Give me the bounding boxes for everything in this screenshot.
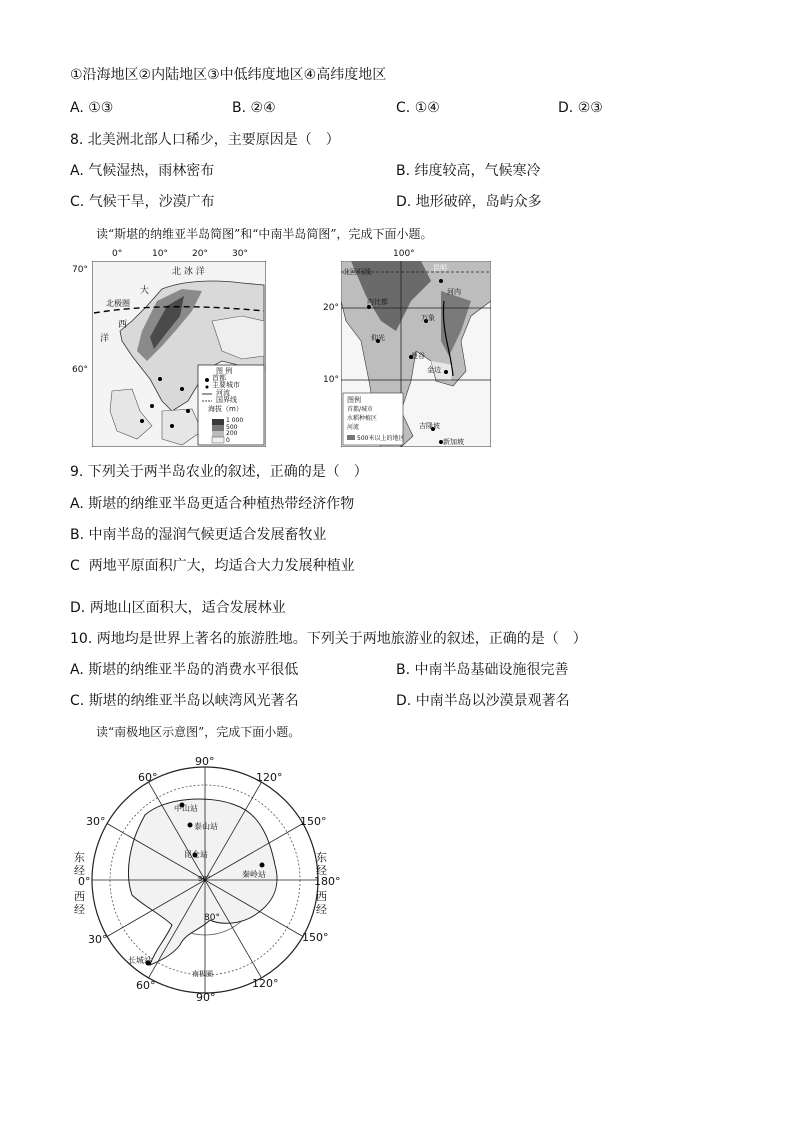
label-60-bottom: 60°	[136, 979, 156, 992]
lat-label-60: 60°	[72, 365, 88, 375]
station-qinling: 秦岭站	[242, 870, 266, 879]
q7-option-d: D. ②③	[558, 100, 603, 116]
q10-option-c: C. 斯堪的纳维亚半岛以峡湾风光著名	[70, 693, 299, 709]
east-char-2: 经	[74, 864, 85, 877]
q9-stem: 9. 下列关于两半岛农业的叙述，正确的是（ ）	[70, 464, 368, 480]
legend-river: 河流	[216, 389, 230, 397]
legend-border: 国界线	[216, 396, 237, 404]
lat-label-70: 70°	[72, 265, 88, 275]
right-west-char-2: 经	[316, 903, 327, 916]
city-naypyidaw: 内比都	[367, 298, 388, 306]
q8-option-a: A. 气候湿热，雨林密布	[70, 163, 215, 179]
legend-city: 主要城市	[212, 381, 240, 389]
instruction-maps: 读“斯堪的纳维亚半岛简图”和“中南半岛简图”，完成下面小题。	[96, 227, 433, 241]
city-vientiane: 万象	[421, 314, 435, 322]
right-east-char-1: 东	[316, 851, 327, 864]
label-30-bottom: 30°	[88, 933, 108, 946]
lon-label-100: 100°	[393, 249, 415, 259]
q7-items: ①沿海地区②内陆地区③中低纬度地区④高纬度地区	[70, 67, 387, 83]
legend-capital: 首都	[212, 374, 226, 382]
lat-label-20: 20°	[323, 303, 339, 313]
q10-option-b: B. 中南半岛基础设施很完善	[396, 662, 569, 678]
city-kualalumpur: 吉隆坡	[419, 422, 440, 430]
q9-option-b: B. 中南半岛的湿润气候更适合发展畜牧业	[70, 527, 327, 543]
legend-elev-title: 海拔（m）	[208, 405, 243, 413]
ocean-char-2: 西	[118, 320, 128, 330]
ocean-char-3: 洋	[100, 334, 110, 344]
city-bangkok: 曼谷	[411, 352, 425, 360]
indochina-map	[323, 249, 491, 447]
q9-option-c: C 两地平原面积广大，均适合大力发展种植业	[70, 558, 355, 574]
label-0: 0°	[78, 875, 91, 888]
legend-title: 图例	[347, 396, 361, 404]
station-zhongshan: 中山站	[174, 804, 198, 813]
ocean-char-1: 大	[140, 286, 150, 296]
q10-stem: 10. 两地均是世界上著名的旅游胜地。下列关于两地旅游业的叙述，正确的是（ ）	[70, 631, 587, 647]
q8-option-b: B. 纬度较高，气候寒冷	[396, 163, 541, 179]
label-120-top: 120°	[256, 771, 283, 784]
q7-option-c: C. ①④	[396, 100, 440, 116]
q8-option-c: C. 气候干旱，沙漠广布	[70, 194, 215, 210]
city-hanoi: 河内	[447, 288, 461, 296]
q8-stem: 8. 北美洲北部人口稀少，主要原因是（ ）	[70, 132, 340, 148]
legend-river: 河流	[347, 424, 360, 431]
legend-highland: 500米以上的地区	[357, 435, 405, 442]
label-90-bottom: 90°	[196, 991, 216, 1004]
city-phnompenh: 金边	[427, 366, 441, 374]
arctic-circle-label: 北极圈	[106, 299, 130, 308]
right-east-char-2: 经	[316, 864, 327, 877]
q9-option-d: D. 两地山区面积大，适合发展林业	[70, 600, 286, 616]
scandinavia-map	[72, 249, 266, 447]
circle-label-antarctic: 南极圈	[192, 970, 213, 978]
instruction-antarctica: 读“南极地区示意图”，完成下面小题。	[96, 725, 301, 739]
tropic-label: 北回归线	[343, 268, 371, 276]
q10-option-a: A. 斯堪的纳维亚半岛的消费水平很低	[70, 662, 299, 678]
label-30-top: 30°	[86, 815, 106, 828]
legend-elev-0: 0	[226, 437, 230, 444]
q7-option-b: B. ②④	[232, 100, 276, 116]
legend-elev-500: 500	[226, 424, 238, 431]
antarctica-map	[70, 755, 340, 1005]
q9-option-a: A. 斯堪的纳维亚半岛更适合种植热带经济作物	[70, 496, 355, 512]
legend-elev-1000: 1 000	[226, 417, 244, 424]
lon-label-10: 10°	[152, 249, 168, 259]
label-90-top: 90°	[195, 755, 215, 768]
lat-label-10: 10°	[323, 375, 339, 385]
station-taishan: 泰山站	[194, 822, 218, 831]
city-yangon: 仰光	[371, 334, 385, 342]
west-char-2: 经	[74, 903, 85, 916]
pole-label-90: 90°	[198, 875, 211, 883]
label-150-top: 150°	[300, 815, 327, 828]
label-180: 180°	[314, 875, 341, 888]
q10-option-d: D. 中南半岛以沙漠景观著名	[396, 693, 570, 709]
lon-label-30: 30°	[232, 249, 248, 259]
legend-rice: 水稻种植区	[347, 415, 378, 422]
legend-elev-200: 200	[226, 430, 238, 437]
sea-label: 北 冰 洋	[172, 267, 205, 277]
right-west-char-1: 西	[316, 890, 327, 903]
legend-city: 首都/城市	[347, 406, 374, 413]
q7-option-a: A. ①③	[70, 100, 114, 116]
q8-option-d: D. 地形破碎，岛屿众多	[396, 194, 542, 210]
city-singapore: 新加坡	[443, 438, 464, 446]
legend-title: 图 例	[216, 367, 233, 375]
label-150-bottom: 150°	[302, 931, 329, 944]
station-kunlun: 昆仑站	[184, 850, 208, 859]
circle-label-80: 80°	[204, 913, 220, 923]
label-60-top: 60°	[138, 771, 158, 784]
station-changcheng: 长城站	[128, 956, 152, 965]
lon-label-20: 20°	[192, 249, 208, 259]
west-char-1: 西	[74, 890, 85, 903]
lon-label-0: 0°	[112, 249, 123, 259]
label-120-bottom: 120°	[252, 977, 279, 990]
east-char-1: 东	[74, 851, 85, 864]
city-kunming: 昆明	[433, 264, 447, 272]
